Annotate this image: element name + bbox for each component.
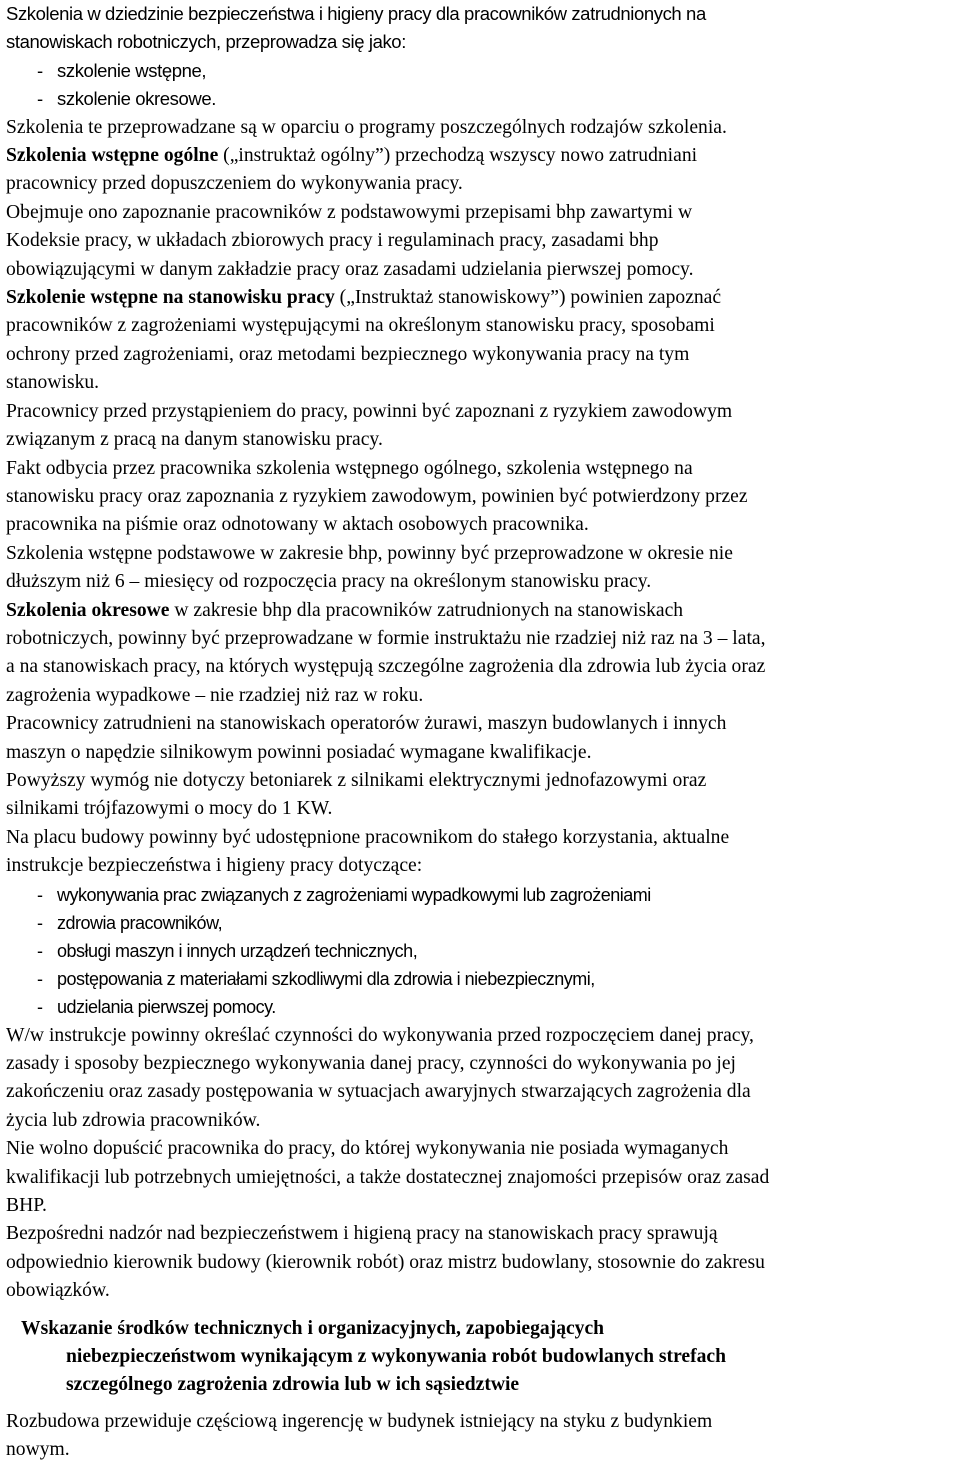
intro-list-item: - szkolenie wstępne, xyxy=(37,59,207,81)
paragraph-workstation-training: Szkolenie wstępne na stanowisku pracy („Instruktaż stanowiskowy”) powinien zapoznać pracowników z zagrożeniami występującymi na określonym stanowisku pracy, sposobami ochrony przed zagrożeniami, oraz metodami bezpiecznego wykonywania pracy na tym stanowisku. xyxy=(6,287,722,394)
bold-term: Szkolenie wstępne na stanowisku pracy xyxy=(6,287,335,309)
list-item: - zdrowia pracowników, xyxy=(37,912,223,933)
paragraph: Powyższy wymóg nie dotyczy betoniarek z silnikami elektrycznymi jednofazowymi oraz silnikami trójfazowymi o mocy do 1 KW. xyxy=(6,769,707,820)
bold-term: Szkolenia wstępne ogólne xyxy=(6,145,219,167)
paragraph: Pracownicy zatrudnieni na stanowiskach operatorów żurawi, maszyn budowlanych i innych maszyn o napędzie silnikowym powinni posiadać wymagane kwalifikacje. xyxy=(6,713,727,763)
intro-line: stanowiskach robotniczych, przeprowadza się jako: xyxy=(6,31,406,53)
paragraph: Fakt odbycia przez pracownika szkolenia wstępnego ogólnego, szkolenia wstępnego na stanowisku pracy oraz zapoznania z ryzykiem zawodowym, powinien być potwierdzony przez pracownika na piśmie oraz odnotowany w aktach osobowych pracownika. xyxy=(6,457,748,536)
paragraph: Szkolenia wstępne podstawowe w zakresie bhp, powinny być przeprowadzone w okresie nie dłuższym niż 6 – miesięcy od rozpoczęcia pracy na określonym stanowisku pracy. xyxy=(6,542,733,593)
list-item: - postępowania z materiałami szkodliwymi dla zdrowia i niebezpiecznymi, xyxy=(37,969,595,990)
paragraph: Na placu budowy powinny być udostępnione pracownikom do stałego korzystania, aktualne instrukcje bezpieczeństwa i higieny pracy dotyczące: xyxy=(6,826,730,877)
intro-paragraph xyxy=(6,0,960,114)
paragraph: Nie wolno dopuścić pracownika do pracy, do której wykonywania nie posiada wymaganych kwalifikacji lub potrzebnych umiejętności, a także dostatecznej znajomości przepisów oraz zasad BHP. xyxy=(6,1138,770,1217)
instructions-list xyxy=(6,881,960,1022)
paragraph: Pracownicy przed przystąpieniem do pracy, powinni być zapoznani z ryzykiem zawodowym związanym z pracą na danym stanowisku pracy. xyxy=(6,400,733,451)
list-item: - wykonywania prac związanych z zagrożeniami wypadkowymi lub zagrożeniami xyxy=(37,884,651,905)
paragraph-initial-training: Szkolenia wstępne ogólne („instruktaż ogólny”) przechodzą wszyscy nowo zatrudniani pracownicy przed dopuszczeniem do wykonywania pracy. xyxy=(6,145,698,195)
intro-line: Szkolenia w dziedzinie bezpieczeństwa i higieny pracy dla pracowników zatrudnionych na xyxy=(6,3,706,24)
intro-list-item: - szkolenie okresowe. xyxy=(37,88,216,110)
paragraph: Rozbudowa przewiduje częściową ingerencję w budynek istniejący na styku z budynkiem nowym. xyxy=(6,1410,713,1461)
paragraph: Bezpośredni nadzór nad bezpieczeństwem i higieną pracy na stanowiskach pracy sprawują odpowiednio kierownik budowy (kierownik robót) oraz mistrz budowlany, stosownie do zakresu obowiązków. xyxy=(6,1223,765,1302)
paragraph: Obejmuje ono zapoznanie pracowników z podstawowymi przepisami bhp zawartymi w Kodeksie pracy, w układach zbiorowych pracy i regulaminach pracy, zasadami bhp obowiązującymi w danym zakładzie pracy oraz zasadami udzielania pierwszej pomocy. xyxy=(6,201,694,280)
bold-term: Szkolenia okresowe xyxy=(6,599,170,621)
paragraph-periodic-training: Szkolenia okresowe w zakresie bhp dla pracowników zatrudnionych na stanowiskach robotniczych, powinny być przeprowadzane w formie instruktażu nie rzadziej niż raz na 3 – lata, a na stanowiskach pracy, na których występują szczególne zagrożenia dla zdrowia lub życia oraz zagrożenia wypadkowe – nie rzadziej niż raz w roku. xyxy=(6,599,766,706)
paragraph: W/w instrukcje powinny określać czynności do wykonywania przed rozpoczęciem danej pracy, zasady i sposoby bezpiecznego wykonywania danej pracy, czynności do wykonywania po jej zakończeniu oraz zasady postępowania w sytuacjach awaryjnych stwarzających zagrożenia dla życia lub zdrowia pracowników. xyxy=(6,1024,754,1131)
list-item: - udzielania pierwszej pomocy. xyxy=(37,997,276,1018)
list-item: - obsługi maszyn i innych urządzeń technicznych, xyxy=(37,941,418,961)
section-heading: Wskazanie środków technicznych i organizacyjnych, zapobiegających niebezpieczeństwom wynikającym z wykonywania robót budowlanych strefach szczególnego zagrożenia zdrowia lub w ich sąsiedztwie xyxy=(21,1317,727,1396)
paragraph: Szkolenia te przeprowadzane są w oparciu o programy poszczególnych rodzajów szkolenia. xyxy=(6,116,727,138)
